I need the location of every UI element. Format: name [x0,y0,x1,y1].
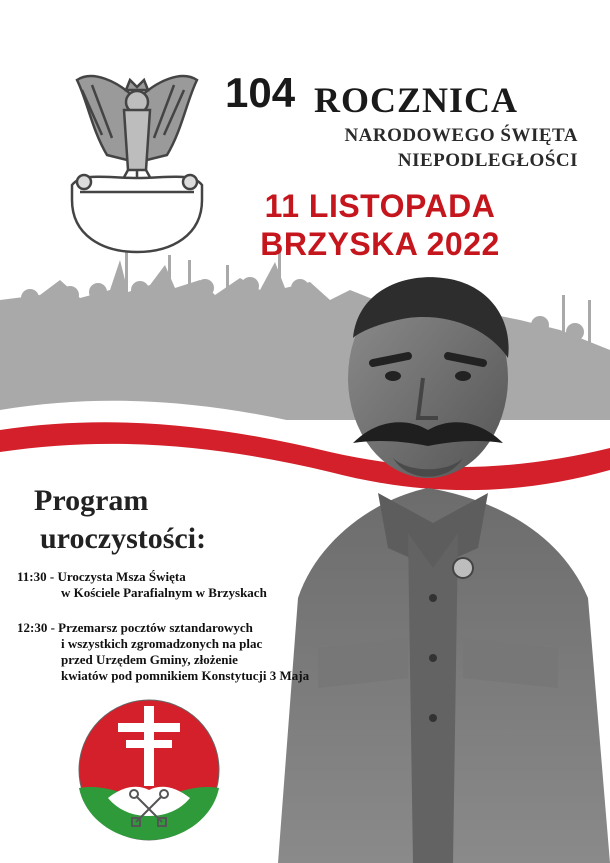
schedule-item-line: przed Urzędem Gminy, złożenie [61,652,238,667]
event-date: 11 LISTOPADA [264,188,496,224]
schedule-item-time: 11:30 - Uroczysta Msza Święta [17,569,186,584]
schedule-item-line: i wszystkich zgromadzonych na plac [61,636,263,651]
schedule-item [17,620,309,684]
anniversary-title: ROCZNICA [314,80,519,120]
program-heading-line2: uroczystości: [40,521,207,555]
marshal-portrait-image [258,268,610,863]
event-place-year: BRZYSKA 2022 [260,226,500,262]
anniversary-number: 104 [225,69,296,116]
schedule-item-line: kwiatów pod pomnikiem Konstytucji 3 Maja [61,668,310,683]
brzyska-coat-of-arms-icon [68,688,230,853]
schedule-item [17,569,267,601]
program-heading [34,482,206,557]
program-heading-line1: Program [34,484,149,517]
holiday-name-line2: NIEPODLEGŁOŚCI [397,150,578,171]
holiday-name-line1: NARODOWEGO ŚWIĘTA [344,125,578,146]
schedule-item-line: w Kościele Parafialnym w Brzyskach [61,585,267,600]
schedule-item-time: 12:30 - Przemarsz pocztów sztandarowych [17,620,253,635]
